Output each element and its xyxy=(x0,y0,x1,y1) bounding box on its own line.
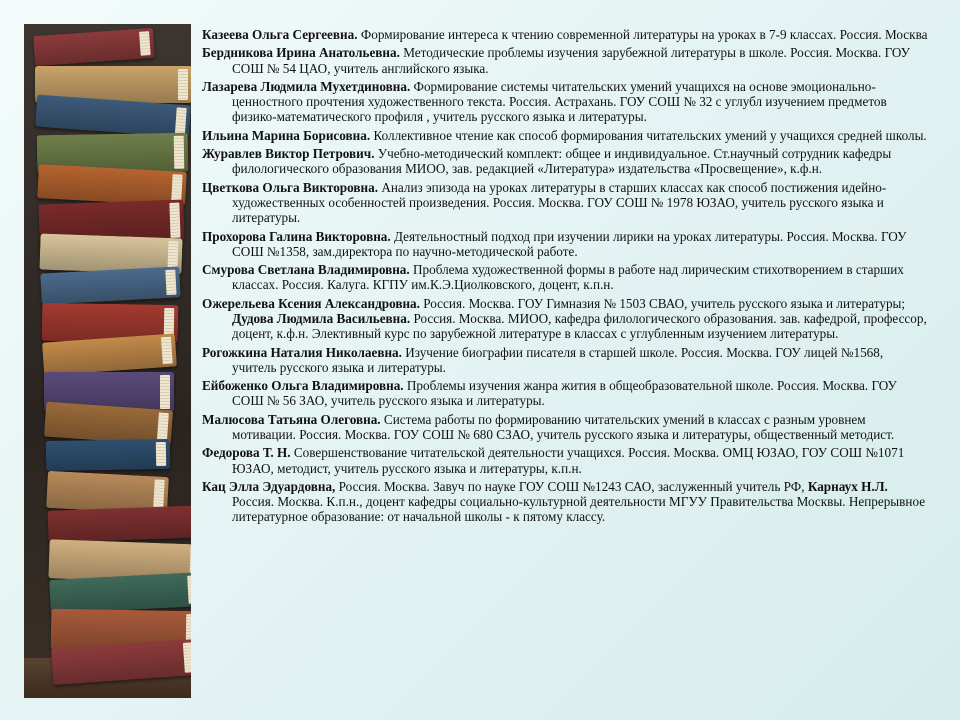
bibliography-entry xyxy=(202,27,930,42)
author-name: Ильина Марина Борисовна. xyxy=(202,127,371,143)
bibliography-entry xyxy=(202,262,930,292)
book-spine xyxy=(46,439,171,471)
entry-text: Коллективное чтение как способ формирования читательских умений у учащихся средней школы. xyxy=(370,127,927,143)
author-name: Казеева Ольга Сергеевна. xyxy=(202,27,358,42)
entry-text: Проблема художественной формы в работе над лирическим стихотворением в старших классах. Россия. Калуга. КГПУ им.К.Э.Циолковского, доцент, к.п.н. xyxy=(232,262,904,293)
bibliography-entry xyxy=(202,45,930,75)
book-spine xyxy=(40,266,180,304)
author-name: Лазарева Людмила Мухетдиновна. xyxy=(202,78,411,94)
bibliography-entry xyxy=(202,296,930,342)
entry-text: Изучение биографии писателя в старшей школе. Россия. Москва. ГОУ лицей №1568, учитель русского языка и литературы. xyxy=(232,344,884,375)
author-name: Малюсова Татьяна Олеговна. xyxy=(202,411,381,427)
book-spine xyxy=(47,505,191,542)
entry-text: Деятельностный подход при изучении лирики на уроках литературы. Россия. Москва. ГОУ СОШ №1358, зам.директора по научно-методической работе. xyxy=(232,228,907,259)
entry-text: Анализ эпизода на уроках литературы в старших классах как способ постижения идейно-художественных особенностей произведения. Россия. Москва. ГОУ СОШ № 1978 ЮЗАО, учитель русского языка и литературы. xyxy=(232,179,887,226)
author-name: Федорова Т. Н. xyxy=(202,445,291,461)
bibliography-entry xyxy=(202,412,930,442)
bibliography-entry xyxy=(202,229,930,259)
entry-text: Учебно-методический комплект: общее и индивидуальное. Ст.научный сотрудник кафедры филологического образования МИОО, зав. редакцией «Литература» издательства «Просвещение», к.ф.н. xyxy=(232,146,892,177)
entry-text: Россия. Москва. Завуч по науке ГОУ СОШ №1243 САО, заслуженный учитель РФ, xyxy=(335,478,808,494)
author-name: Прохорова Галина Викторовна. xyxy=(202,228,391,244)
entry-text: Формирование системы читательских умений учащихся на основе эмоционально-ценностного прочтения художественного текста. Россия. Астрахань. ГОУ СОШ № 32 с углубл изучением предметов физико-математического профиля , учитель русского языка и литературы. xyxy=(232,78,887,125)
bibliography-entry xyxy=(202,128,930,143)
author-name: Кац Элла Эдуардовна, xyxy=(202,478,336,494)
bibliography-entry xyxy=(202,378,930,408)
author-name: Смурова Светлана Владимировна. xyxy=(202,262,410,278)
books-photo xyxy=(24,24,191,698)
bibliography-list xyxy=(202,27,930,528)
author-name: Дудова Людмила Васильевна. xyxy=(232,310,411,326)
bibliography-entry xyxy=(202,479,930,525)
author-name: Карнаух Н.Л. xyxy=(807,478,888,494)
author-name: Рогожкина Наталия Николаевна. xyxy=(202,344,402,360)
book-spine xyxy=(33,28,155,66)
bibliography-entry xyxy=(202,180,930,226)
entry-text: Россия. Москва. К.п.н., доцент кафедры социально-культурной деятельности МГУУ Правительства Москвы. Непрерывное литературное образование: от начальной школы - к пятому классу. xyxy=(232,494,926,525)
bibliography-entry xyxy=(202,79,930,125)
book-spine xyxy=(49,572,191,614)
entry-text: Россия. Москва. МИОО, кафедра филологического образования. зав. кафедрой, профессор, доцент, к.ф.н. Элективный курс по зарубежной литературе в классах с углубленным изучением литературы. xyxy=(232,310,927,342)
bibliography-entry xyxy=(202,445,930,475)
entry-text: Россия. Москва. ГОУ Гимназия № 1503 СВАО, учитель русского языка и литературы; xyxy=(419,295,906,311)
author-name: Ейбоженко Ольга Владимировна. xyxy=(202,378,404,394)
author-name: Ожерельева Ксения Александровна. xyxy=(202,295,420,311)
entry-text: Проблемы изучения жанра жития в общеобразовательной школе. Россия. Москва. ГОУ СОШ № 56 ЗАО, учитель русского языка и литературы. xyxy=(232,378,897,409)
entry-text: Формирование интереса к чтению современной литературы на уроках в 7-9 классах. Россия. Москва xyxy=(357,27,928,42)
author-name: Цветкова Ольга Викторовна. xyxy=(202,179,379,195)
entry-text: Система работы по формированию читательских умений в классах с разным уровнем мотивации. Россия. Москва. ГОУ СОШ № 680 СЗАО, учитель русского языка и литературы, общественный методист. xyxy=(232,411,895,442)
author-name: Бердникова Ирина Анатольевна. xyxy=(202,45,400,61)
entry-text: Методические проблемы изучения зарубежной литературы в школе. Россия. Москва. ГОУ СОШ № 54 ЦАО, учитель английского языка. xyxy=(232,45,910,76)
bibliography-entry xyxy=(202,345,930,375)
bibliography-entry xyxy=(202,146,930,176)
entry-text: Совершенствование читательской деятельности учащихся. Россия. Москва. ОМЦ ЮЗАО, ГОУ СОШ №1071 ЮЗАО, методист, учитель русского языка и литературы, к.п.н. xyxy=(232,445,905,476)
author-name: Журавлев Виктор Петрович. xyxy=(202,146,375,162)
